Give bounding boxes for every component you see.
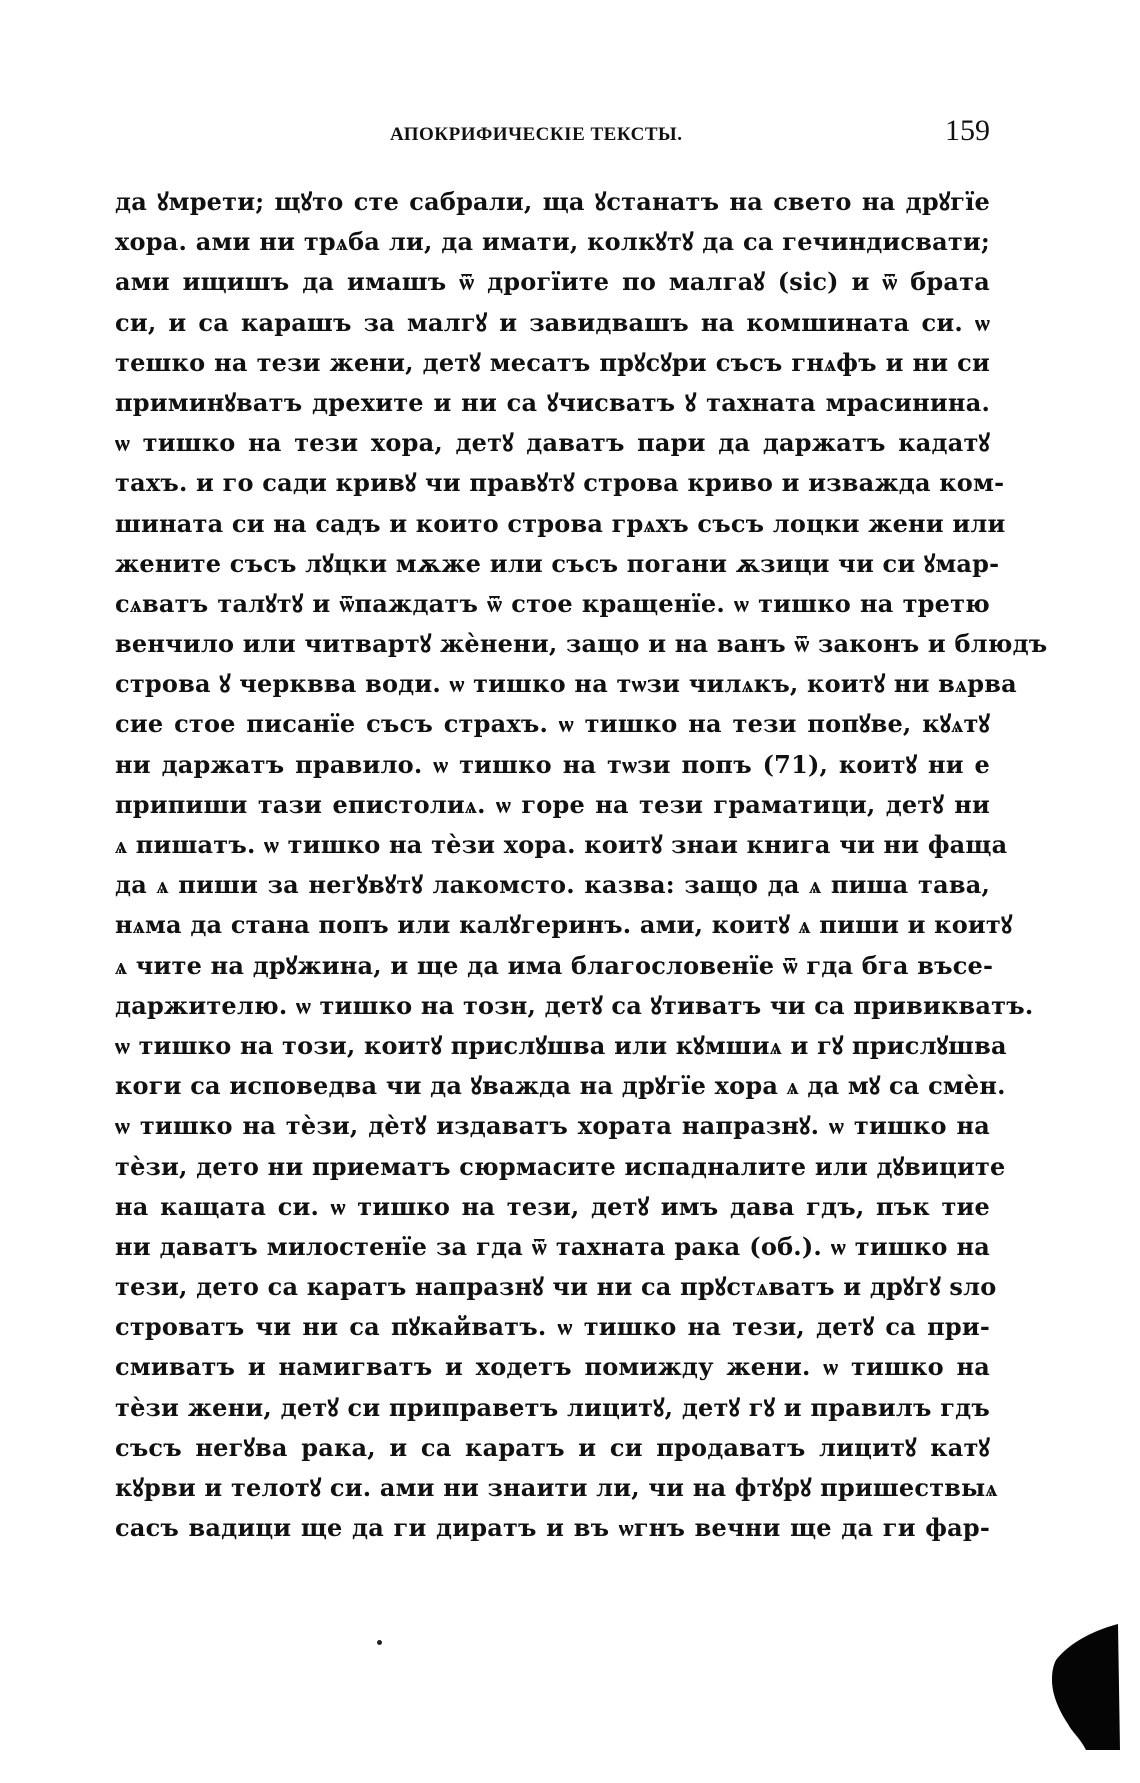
text-line: шината си на садъ и които строва грѧхъ съсъ лоцки жени или: [115, 508, 1006, 538]
text-line: ѧ чите на дрꙋжина, и ще да има благословенїе ѿ гда бга въсе-: [115, 950, 994, 980]
text-line: тѐзи, дето ни приематъ сюрмасите испадналите или дꙋвиците: [115, 1151, 1006, 1181]
text-line: припиши тази епистолиѧ. ѡ горе на тези граматици, детꙋ ни: [115, 789, 990, 819]
text-line: да ѧ пиши за негꙋвꙋтꙋ лакомсто. казва: защо да ѧ пиша тава,: [115, 870, 990, 900]
page-header: [130, 114, 990, 158]
text-line: смиватъ и намигватъ и ходетъ помижду жени. ѡ тишко на: [115, 1352, 990, 1382]
text-line: ни даржатъ правило. ѡ тишко на тѡзи попъ (71), коитꙋ ни е: [115, 749, 990, 779]
running-head: АПОКРИФИЧЕСКІЕ ТЕКСТЫ.: [390, 124, 683, 145]
text-line: ѡ тишко на този, коитꙋ прислꙋшва или кꙋмшиѧ и гꙋ прислꙋшва: [115, 1030, 1007, 1060]
body-text: [115, 182, 1048, 1548]
ink-blot-mark: [1050, 1620, 1120, 1750]
text-line: тези, дето са каратъ напразнꙋ чи ни са прꙋстѧватъ и дрꙋгꙋ ѕло: [115, 1272, 997, 1302]
text-line: сие стое писанїе съсъ страхъ. ѡ тишко на тези попꙋве, кꙋѧтꙋ: [115, 709, 990, 739]
text-line: тахъ. и го сади кривꙋ чи правꙋтꙋ строва криво и изважда ком-: [115, 468, 1005, 498]
text-line: ѡ тишко на тези хора, детꙋ даватъ пари да даржатъ кадатꙋ: [115, 428, 990, 458]
text-line: даржителю. ѡ тишко на тозн, детꙋ са ꙋтиватъ чи са привикватъ.: [115, 990, 1034, 1020]
text-line: венчило или читвартꙋ жѐнени, защо и на ванъ ѿ законъ и блюдъ: [115, 629, 1048, 659]
text-line: ѡ тишко на тѐзи, дѐтꙋ издаватъ хората напразнꙋ. ѡ тишко на: [115, 1111, 990, 1141]
text-line: строва ꙋ черквва води. ѡ тишко на тѡзи чилѧкъ, коитꙋ ни вѧрва: [115, 669, 1017, 699]
text-line: на кащата си. ѡ тишко на тези, детꙋ имъ дава гдъ, пък тие: [115, 1191, 990, 1221]
text-line: жените съсъ лꙋцки мѫже или съсъ погани ѫзици чи си ꙋмар-: [115, 548, 1000, 578]
text-line: ни даватъ милостенїе за гда ѿ тахната рака (об.). ѡ тишко на: [115, 1231, 990, 1261]
page-number: 159: [945, 114, 990, 147]
printed-dot: [377, 1640, 382, 1645]
text-line: да ꙋмрети; щꙋто сте сабрали, ща ꙋстанатъ на свето на дрꙋгїе: [115, 187, 990, 216]
text-line: ами ищишъ да имашъ ѿ дрогїите по малгаꙋ (sic) и ѿ брата: [115, 267, 990, 297]
text-line: съсъ негꙋва рака, и са каратъ и си продаватъ лицитꙋ катꙋ: [115, 1432, 990, 1462]
text-line: кꙋрви и телотꙋ си. ами ни знаити ли, чи на фтꙋрꙋ пришествыѧ: [115, 1473, 998, 1502]
text-line: нѧма да стана попъ или калꙋгеринъ. ами, коитꙋ ѧ пиши и коитꙋ: [115, 910, 1013, 940]
text-line: коги са исповедва чи да ꙋважда на дрꙋгїе хора ѧ да мꙋ са смѐн.: [115, 1071, 1006, 1101]
text-line: тѐзи жени, детꙋ си приправетъ лицитꙋ, детꙋ гꙋ и правилъ гдъ: [115, 1392, 990, 1422]
text-line: си, и са карашъ за малгꙋ и завидвашъ на комшината си. ѡ: [115, 307, 990, 337]
text-line: сасъ вадици ще да ги диратъ и въ ѡгнъ вечни ще да ги фар-: [115, 1513, 990, 1543]
text-line: хора. ами ни трѧба ли, да имати, колкꙋтꙋ да са гечиндисвати;: [115, 227, 990, 257]
text-line: строватъ чи ни са пꙋкайватъ. ѡ тишко на тези, детꙋ са при-: [115, 1312, 990, 1342]
text-line: ѧ пишатъ. ѡ тишко на тѐзи хора. коитꙋ знаи книга чи ни фаща: [115, 830, 1008, 859]
text-line: тешко на тези жени, детꙋ месатъ прꙋсꙋри съсъ гнѧфъ и ни си: [115, 347, 990, 377]
text-line: приминꙋватъ дрехите и ни са ꙋчисватъ ꙋ тахната мрасинина.: [115, 387, 990, 417]
text-line: сѧватъ талꙋтꙋ и ѿпаждатъ ѿ стое кращенїе. ѡ тишко на третю: [115, 588, 990, 618]
